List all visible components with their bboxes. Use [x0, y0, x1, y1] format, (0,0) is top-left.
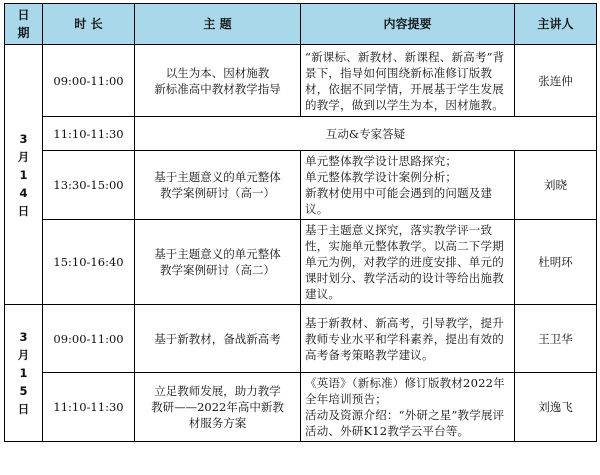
time-cell: 11:10-11:30 [43, 117, 135, 151]
time-cell: 13:30-15:00 [43, 151, 135, 220]
speaker-cell: 杜明环 [515, 220, 597, 305]
content-text: 单元整体教学设计思路探究； 单元整体教学设计案例分析； 新教材使用中可能会遇到的问题及建议。 [305, 154, 493, 216]
speaker-cell: 王卫华 [515, 305, 597, 373]
content-cell [301, 151, 515, 220]
date-cell: 3月14日 [5, 45, 43, 305]
topic-text: 立足教师发展，助力教学 教研——2022年高中新教 材服务方案 [151, 384, 284, 430]
speaker-cell: 刘逸飞 [515, 373, 597, 442]
topic-cell [135, 151, 301, 220]
topic-cell [135, 220, 301, 305]
table-row [5, 117, 597, 151]
topic-text: 基于新教材，备战新高考 [154, 331, 281, 346]
header-topic: 主 题 [135, 4, 301, 45]
date-cell: 3月15日 [5, 305, 43, 442]
table-row [5, 305, 597, 373]
topic-cell [135, 373, 301, 442]
topic-text: 基于主题意义的单元整体 教学案例研讨（高二） [154, 247, 281, 277]
header-content: 内容提要 [301, 4, 515, 45]
content-text: 《英语》（新标准）修订版教材2022年全年培训预告； 活动及资源介绍：“外研之星”教学展评活动、外研K12教学云平台等。 [305, 376, 505, 438]
schedule-table [4, 3, 597, 442]
topic-cell [135, 45, 301, 117]
speaker-cell: 刘晓 [515, 151, 597, 220]
table-row [5, 373, 597, 442]
time-cell: 11:10-11:30 [43, 373, 135, 442]
topic-cell [135, 305, 301, 373]
speaker-cell: 张连仲 [515, 45, 597, 117]
qa-merged-cell: 互动&专家答疑 [135, 117, 597, 151]
content-cell: 基于新教材、新高考，引导教学，提升教师专业水平和学科素养，提出有效的高考备考策略教学建议。 [301, 305, 515, 373]
content-cell [301, 373, 515, 442]
table-row [5, 220, 597, 305]
time-cell: 09:00-11:00 [43, 45, 135, 117]
time-cell: 15:10-16:40 [43, 220, 135, 305]
header-speaker: 主讲人 [515, 4, 597, 45]
table-row [5, 45, 597, 117]
header-date: 日期 [5, 4, 43, 45]
table-row [5, 151, 597, 220]
topic-text: 以生为本、因材施教 新标准高中教材教学指导 [154, 65, 281, 96]
content-cell: “新课标、新教材、新课程、新高考”背景下，指导如何围绕新标准修订版教材，依据不同学情，开展基于学生发展的教学，做到以学生为本，因材施教。 [301, 45, 515, 117]
header-row [5, 4, 597, 45]
time-cell: 09:00-11:00 [43, 305, 135, 373]
topic-text: 基于主题意义的单元整体 教学案例研讨（高一） [154, 170, 281, 200]
header-time: 时 长 [43, 4, 135, 45]
content-cell: 基于主题意义探究，落实教学评一致性，实施单元整体教学。以高二下学期单元为例，对教学的进度安排、单元的课时划分、教学活动的设计等给出施教建议。 [301, 220, 515, 305]
